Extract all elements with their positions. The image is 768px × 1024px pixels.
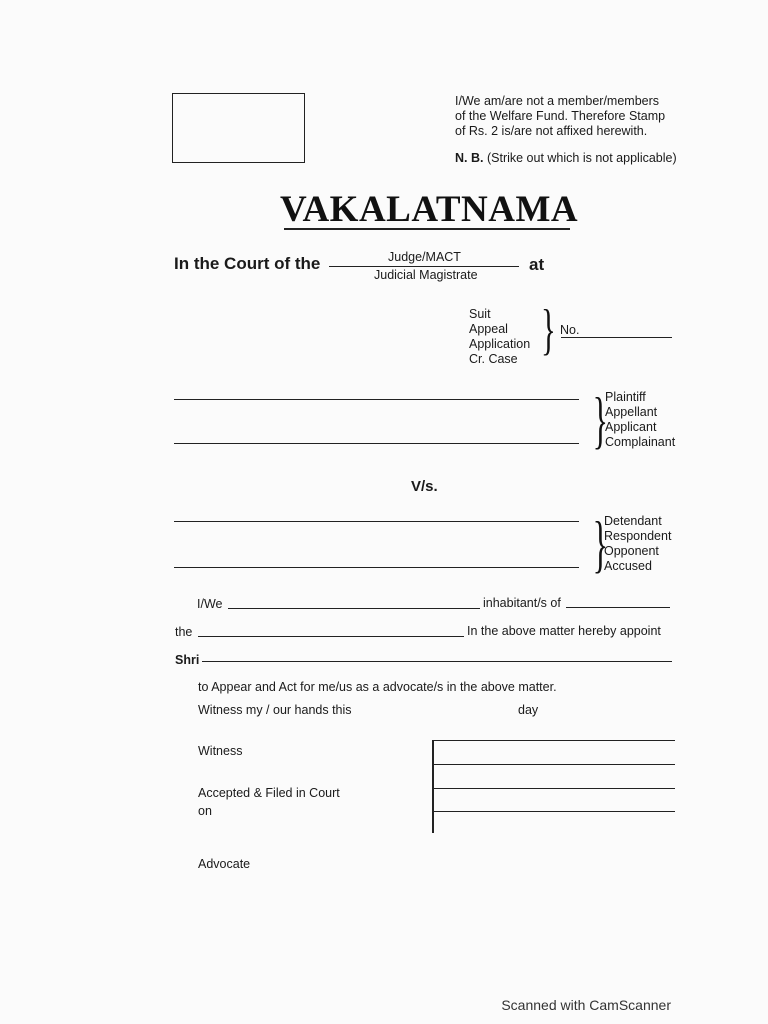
- party2-line-1: [174, 521, 579, 522]
- signature-line-4: [432, 811, 675, 812]
- the-line: [198, 636, 464, 637]
- party1-brace: }: [592, 384, 609, 455]
- role-complainant: Complainant: [605, 435, 676, 449]
- case-type-suit: Suit: [469, 307, 491, 321]
- document-title: VAKALATNAMA: [280, 189, 579, 230]
- notice-line-1: I/We am/are not a member/members: [455, 94, 660, 108]
- iwe-line: [228, 608, 480, 609]
- the-label: the: [175, 625, 193, 639]
- notice-line-2: of the Welfare Fund. Therefore Stamp: [455, 109, 666, 123]
- signature-line-2: [432, 764, 675, 765]
- court-line: [329, 266, 519, 267]
- stamp-box: [172, 93, 305, 163]
- scanner-watermark: Scanned with CamScanner: [501, 997, 671, 1013]
- signature-line-3: [432, 788, 675, 789]
- shri-line: [202, 661, 672, 662]
- case-type-appeal: Appeal: [469, 322, 508, 336]
- shri-label: Shri: [175, 653, 200, 667]
- nb-label: N. B.: [455, 151, 484, 165]
- case-no-label: No.: [560, 323, 580, 337]
- role-respondent: Respondent: [604, 529, 672, 543]
- signature-line-1: [432, 740, 675, 741]
- party1-line-2: [174, 443, 579, 444]
- day-label: day: [518, 703, 539, 717]
- party2-brace: }: [592, 508, 609, 579]
- court-suffix: at: [529, 255, 545, 274]
- court-option-top: Judge/MACT: [388, 250, 461, 264]
- role-accused: Accused: [604, 559, 652, 573]
- court-prefix: In the Court of the: [174, 254, 321, 273]
- versus-label: V/s.: [411, 478, 438, 495]
- role-plaintiff: Plaintiff: [605, 390, 646, 404]
- case-type-application: Application: [469, 337, 531, 351]
- role-applicant: Applicant: [605, 420, 657, 434]
- inhabitant-label: inhabitant/s of: [483, 596, 561, 610]
- case-type-cr-case: Cr. Case: [469, 352, 518, 366]
- iwe-label: I/We: [197, 597, 223, 611]
- on-label: on: [198, 804, 212, 818]
- case-type-brace: }: [541, 299, 556, 361]
- appoint-label: In the above matter hereby appoint: [467, 624, 661, 638]
- party1-line-1: [174, 399, 579, 400]
- notice-nb: [455, 151, 677, 166]
- nb-text: (Strike out which is not applicable): [486, 151, 677, 165]
- role-defendant: Detendant: [604, 514, 662, 528]
- role-appellant: Appellant: [605, 405, 658, 419]
- court-option-bottom: Judicial Magistrate: [374, 268, 478, 282]
- role-opponent: Opponent: [604, 544, 659, 558]
- title-underline: [284, 228, 570, 230]
- appear-text: to Appear and Act for me/us as a advocate/s in the above matter.: [198, 680, 557, 694]
- party2-line-2: [174, 567, 579, 568]
- inhabitant-line: [566, 607, 670, 608]
- case-no-line: [561, 337, 672, 338]
- witness-label: Witness: [198, 744, 243, 758]
- notice-line-3: of Rs. 2 is/are not affixed herewith.: [455, 124, 648, 138]
- witness-hands-text: Witness my / our hands this: [198, 703, 352, 717]
- signature-box-edge: [432, 740, 434, 833]
- advocate-label: Advocate: [198, 857, 251, 871]
- accepted-label: Accepted & Filed in Court: [198, 786, 340, 800]
